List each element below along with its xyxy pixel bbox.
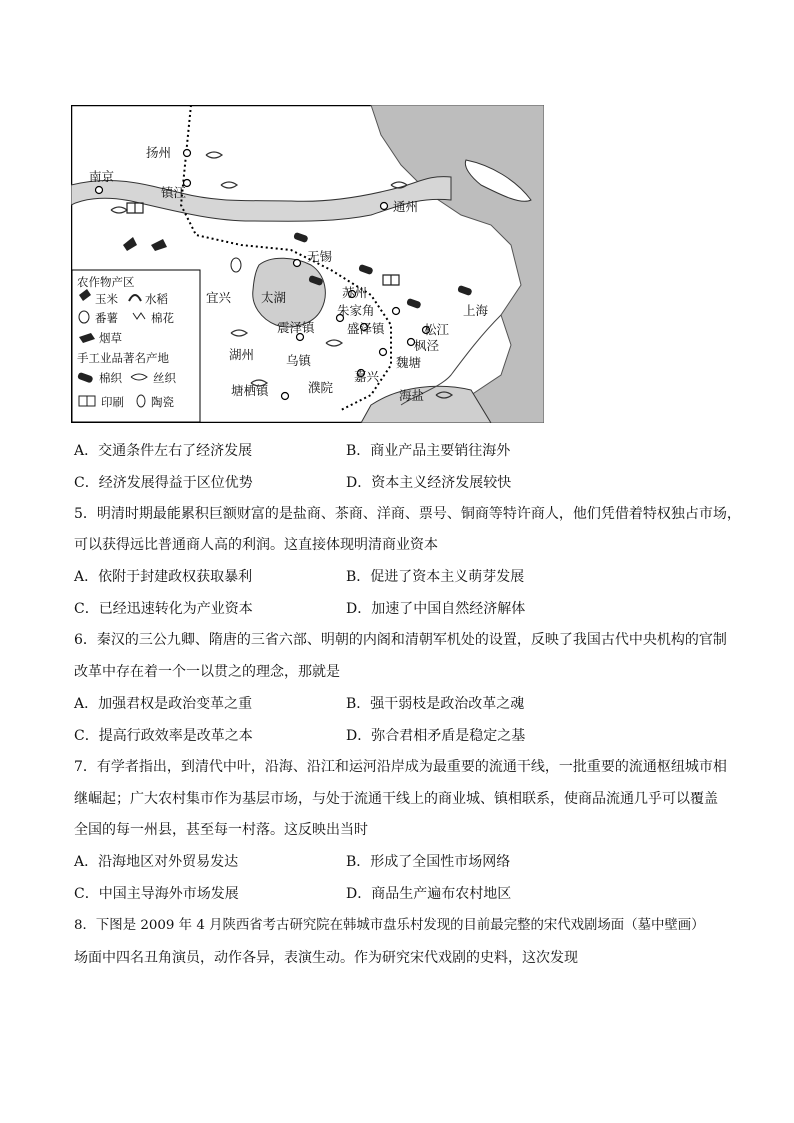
q7-option-b[interactable]: B．形成了全国性市场网络 (346, 854, 511, 870)
legend-corn: 玉米 (95, 292, 118, 306)
legend-printing: 印刷 (101, 395, 124, 409)
city-zhujiajiao: 朱家角 (337, 303, 375, 318)
city-songjiang: 松江 (424, 322, 450, 337)
legend-title: 农作物产区 (77, 275, 135, 289)
city-zhenzezhen: 震泽镇 (277, 320, 315, 335)
city-wuzhen: 乌镇 (286, 353, 312, 368)
city-yangzhou: 扬州 (146, 145, 172, 160)
legend-cotton-weaving: 棉织 (99, 371, 122, 385)
city-taihu: 太湖 (261, 290, 287, 305)
q6-option-b[interactable]: B．强干弱枝是政治改革之魂 (346, 696, 525, 712)
q8-stem-line2: 场面中四名丑角演员，动作各异，表演生动。作为研究宋代戏剧的史料，这次发现 (74, 950, 578, 966)
city-zhenjiang: 镇江 (161, 185, 187, 200)
q7-option-d[interactable]: D．商品生产遍布农村地区 (346, 886, 512, 902)
q7-option-a[interactable]: A．沿海地区对外贸易发达 (74, 854, 239, 870)
q6-option-a[interactable]: A．加强君权是政治变革之重 (74, 696, 253, 712)
q4-option-a[interactable]: A．交通条件左右了经济发展 (74, 443, 253, 459)
city-tongzhou: 通州 (393, 199, 419, 214)
legend-handicraft-title: 手工业品著名产地 (77, 351, 169, 365)
city-fengjing: 枫泾 (414, 338, 440, 353)
q6-option-c[interactable]: C．提高行政效率是改革之本 (74, 728, 253, 744)
city-shengzezhen: 盛泽镇 (347, 321, 385, 336)
city-yixing: 宜兴 (206, 290, 232, 305)
legend-pottery: 陶瓷 (151, 395, 174, 409)
legend-tobacco: 烟草 (99, 331, 122, 345)
city-haiyan: 海盐 (399, 388, 425, 403)
legend-silk-weaving: 丝织 (153, 371, 176, 385)
city-weitang: 魏塘 (396, 355, 422, 370)
legend-rice: 水稻 (145, 292, 168, 306)
city-nanjing: 南京 (89, 169, 115, 184)
q8-stem-line1: 8．下图是 2009 年 4 月陕西省考古研究院在韩城市盘乐村发现的目前最完整的宋代戏剧场面（墓中壁画） (74, 918, 705, 933)
q5-option-d[interactable]: D．加速了中国自然经济解体 (346, 601, 526, 617)
city-suzhou: 苏州 (342, 285, 368, 300)
q4-option-d[interactable]: D．资本主义经济发展较快 (346, 475, 512, 491)
q7-stem-line2: 继崛起；广大农村集市作为基层市场，与处于流通干线上的商业城、镇相联系，使商品流通几乎可以覆盖 (74, 791, 718, 807)
q7-stem-line3: 全国的每一州县，甚至每一村落。这反映出当时 (74, 822, 368, 838)
q5-stem-line1: 5．明清时期最能累积巨额财富的是盐商、茶商、洋商、票号、铜商等特许商人，他们凭借着特权独占市场， (74, 506, 741, 522)
q5-option-c[interactable]: C．已经迅速转化为产业资本 (74, 601, 253, 617)
city-wuxi: 无锡 (307, 249, 333, 264)
legend-cotton: 棉花 (151, 311, 174, 325)
q4-option-b[interactable]: B．商业产品主要销往海外 (346, 443, 511, 459)
legend-sweet-potato: 番薯 (95, 311, 118, 325)
q7-stem-line1: 7．有学者指出，到清代中叶，沿海、沿江和运河沿岸成为最重要的流通干线，一批重要的流通枢纽城市相 (74, 759, 727, 775)
economic-map (71, 105, 544, 423)
city-jiaxing: 嘉兴 (354, 369, 380, 384)
q7-option-c[interactable]: C．中国主导海外市场发展 (74, 886, 239, 902)
q6-option-d[interactable]: D．弥合君相矛盾是稳定之基 (346, 728, 526, 744)
city-tangqizhen: 塘栖镇 (231, 383, 269, 398)
city-puyuan: 濮院 (308, 380, 334, 395)
q5-stem-line2: 可以获得远比普通商人高的利润。这直接体现明清商业资本 (74, 537, 438, 553)
map-legend (72, 270, 200, 422)
q6-stem-line2: 改革中存在着一个一以贯之的理念，那就是 (74, 664, 340, 680)
q4-option-c[interactable]: C．经济发展得益于区位优势 (74, 475, 253, 491)
city-shanghai: 上海 (463, 303, 489, 318)
city-huzhou: 湖州 (229, 347, 255, 362)
q5-option-b[interactable]: B．促进了资本主义萌芽发展 (346, 569, 525, 585)
q5-option-a[interactable]: A．依附于封建政权获取暴利 (74, 569, 253, 585)
q6-stem-line1: 6．秦汉的三公九卿、隋唐的三省六部、明朝的内阁和清朝军机处的设置，反映了我国古代中央机构的官制 (74, 632, 727, 648)
